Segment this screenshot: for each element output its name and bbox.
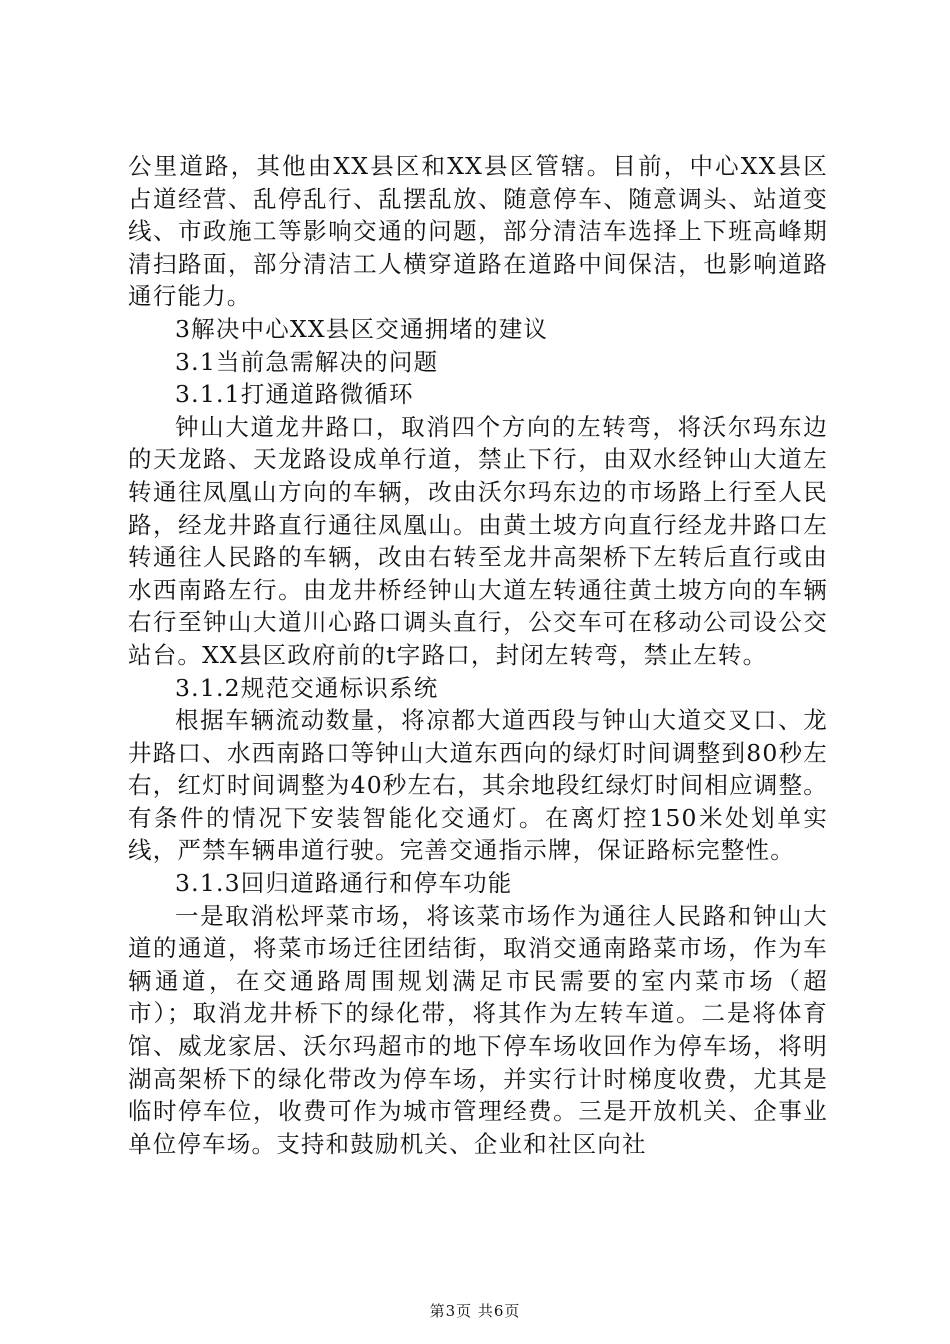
body-paragraph: 钟山大道龙井路口，取消四个方向的左转弯，将沃尔玛东边的天龙路、天龙路设成单行道，禁止下行，由双水经钟山大道左转通往凤凰山方向的车辆，改由沃尔玛东边的市场路上行至人民路，经龙井路直行通往凤凰山。由黄土坡方向直行经龙井路口左转通往人民路的车辆，改由右转至龙井高架桥下左转后直行或由水西南路左行。由龙井桥经钟山大道左转通往黄土坡方向的车辆右行至钟山大道川心路口调头直行，公交车可在移动公司设公交站台。XX县区政府前的t字路口，封闭左转弯，禁止左转。: [128, 412, 828, 669]
section-heading: 3解决中心XX县区交通拥堵的建议: [175, 314, 549, 343]
body-paragraph: 根据车辆流动数量，将凉都大道西段与钟山大道交叉口、龙井路口、水西南路口等钟山大道东西向的绿灯时间调整到80秒左右，红灯时间调整为40秒左右，其余地段红绿灯时间相应调整。有条件的情况下安装智能化交通灯。在离灯控150米处划单实线，严禁车辆串道行驶。完善交通指示牌，保证路标完整性。: [128, 706, 828, 865]
subsubsection-heading: 3.1.1打通道路微循环: [175, 380, 414, 409]
subsubsection-heading: 3.1.2规范交通标识系统: [175, 673, 439, 702]
page-footer: 第3页 共6页: [429, 1302, 521, 1320]
body-paragraph: 公里道路，其他由XX县区和XX县区管辖。目前，中心XX县区占道经营、乱停乱行、乱摆乱放、随意停车、随意调头、站道变线、市政施工等影响交通的问题，部分清洁车选择上下班高峰期清扫路面，部分清洁工人横穿道路在道路中间保洁，也影响道路通行能力。: [128, 152, 828, 311]
document-body: [128, 150, 828, 1160]
subsubsection-heading: 3.1.3回归道路通行和停车功能: [175, 869, 513, 898]
subsection-heading: 3.1当前急需解决的问题: [175, 347, 439, 376]
body-paragraph: 一是取消松坪菜市场，将该菜市场作为通往人民路和钟山大道的通道，将菜市场迁往团结街，取消交通南路菜市场，作为车辆通道，在交通路周围规划满足市民需要的室内菜市场（超市）；取消龙井桥下的绿化带，将其作为左转车道。二是将体育馆、威龙家居、沃尔玛超市的地下停车场收回作为停车场，将明湖高架桥下的绿化带改为停车场，并实行计时梯度收费，尤其是临时停车位，收费可作为城市管理经费。三是开放机关、企事业单位停车场。支持和鼓励机关、企业和社区向社: [128, 901, 828, 1158]
